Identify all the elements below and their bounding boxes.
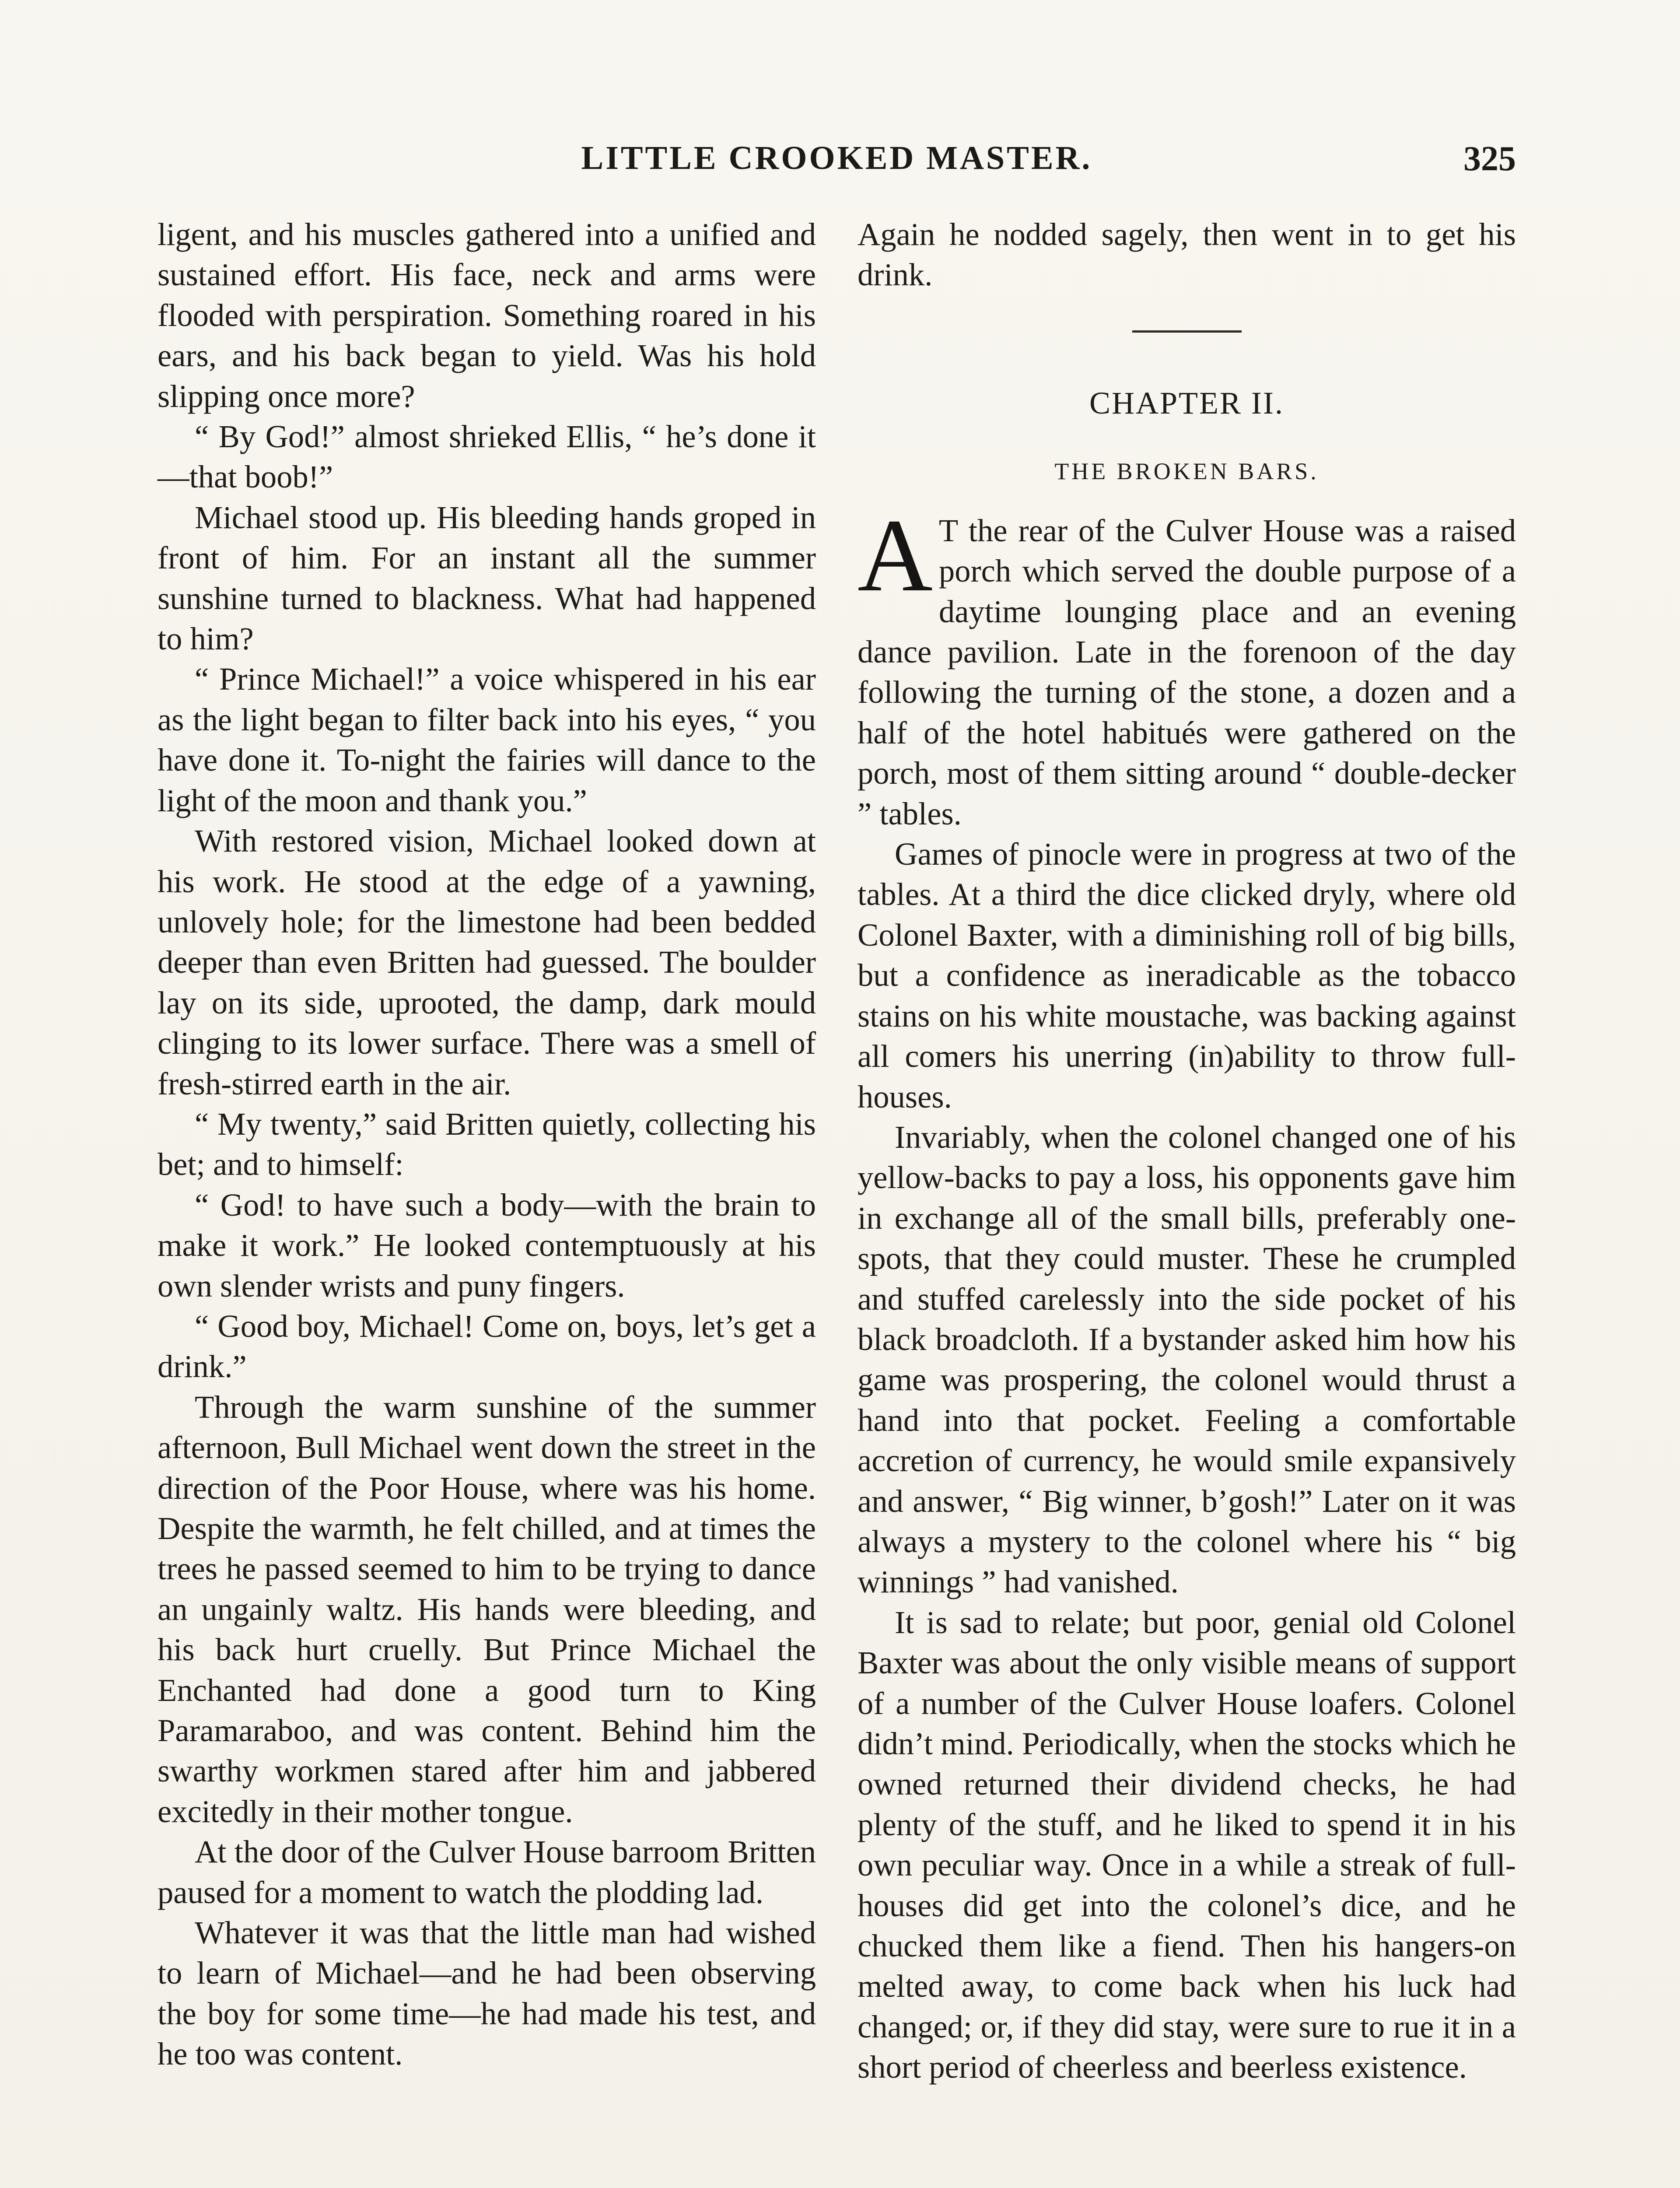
paragraph: ligent, and his muscles gathered into a unified and sustained effort. His face, neck and arms were flooded with perspiration. Something roared in his ears, and his back began to yield. Was his hold slipping once more? (158, 217, 816, 414)
paragraph-text: T the rear of the Culver House was a raised porch which served the double purpose of a daytime lounging place and an evening dance pavilion. Late in the forenoon of the day following the turning of the stone, a dozen and a half of the hotel habitués were gathered on the porch, most of them sitting around “ double-decker ” tables. (858, 512, 1516, 831)
paragraph: Invariably, when the colonel changed one of his yellow-backs to pay a loss, his opponents gave him in exchange all of the small bills, preferably one-spots, that they could muster. These he crumpled and stuffed carelessly into the side pocket of his black broadcloth. If a bystander asked him how his game was prospering, the colonel would thrust a hand into that pocket. Feeling a comfortable accretion of currency, he would smile expansively and answer, “ Big winner, b’gosh!” Later on it was always a mystery to the colonel where his “ big winnings ” had vanished. (858, 1119, 1516, 1600)
paragraph: “ Prince Michael!” a voice whispered in his ear as the light began to filter back into his eyes, “ you have done it. To-night the fairies will dance to the light of the moon and thank you.” (158, 661, 816, 818)
paragraph: Michael stood up. His bleeding hands groped in front of him. For an instant all the summer sunshine turned to blackness. What had happened to him? (158, 499, 816, 657)
paragraph: Again he nodded sagely, then went in to get his drink. (858, 217, 1516, 293)
paragraph: Through the warm sunshine of the summer afternoon, Bull Michael went down the street in the direction of the Poor House, where was his home. Despite the warmth, he felt chilled, and at times the trees he passed seemed to him to be trying to dance an ungainly waltz. His hands were bleeding, and his back hurt cruelly. But Prince Michael the Enchanted had done a good turn to King Paramaraboo, and was content. Behind him the swarthy workmen stared after him and jabbered excitedly in their mother tongue. (158, 1389, 816, 1829)
paragraph: At the door of the Culver House barroom Britten paused for a moment to watch the plodding lad. (158, 1834, 816, 1910)
chapter-title: CHAPTER II. (1089, 385, 1284, 421)
chapter-opening-paragraph (858, 498, 1516, 834)
paragraph: Games of pinocle were in progress at two of the tables. At a third the dice clicked dryly, where old Colonel Baxter, with a diminishing roll of big bills, but a confidence as ineradicable as the tobacco stains on his white moustache, was backing against all comers his unerring (in)ability to throw full-houses. (858, 836, 1516, 1115)
paragraph: It is sad to relate; but poor, genial old Colonel Baxter was about the only visible means of support of a number of the Culver House loafers. Colonel didn’t mind. Periodically, when the stocks which he owned returned their dividend checks, he had plenty of the stuff, and he liked to spend it in his own peculiar way. Once in a while a streak of full-houses did get into the colonel’s dice, and he chucked them like a fiend. Then his hangers-on melted away, to come back when his luck had changed; or, if they did stay, were sure to rue it in a short period of cheerless and beerless existence. (858, 1604, 1516, 2085)
paragraph: Whatever it was that the little man had wished to learn of Michael—and he had been observing the boy for some time—he had made his test, and he too was content. (158, 1915, 816, 2072)
paragraph: “ My twenty,” said Britten quietly, collecting his bet; and to himself: (158, 1106, 816, 1182)
right-column (858, 214, 1516, 2088)
paragraph: “ By God!” almost shrieked Ellis, “ he’s done it—that boob!” (158, 419, 816, 495)
section-divider (1132, 330, 1242, 333)
paragraph: “ God! to have such a body—with the brain to make it work.” He looked contemptuously at his own slender wrists and puny fingers. (158, 1187, 816, 1304)
paragraph: “ Good boy, Michael! Come on, boys, let’s get a drink.” (158, 1308, 816, 1385)
page-number: 325 (1463, 140, 1516, 178)
drop-cap: A (858, 498, 933, 613)
left-column (158, 214, 816, 2075)
running-title: LITTLE CROOKED MASTER. (581, 140, 1092, 176)
chapter-subtitle: THE BROKEN BARS. (1054, 458, 1319, 484)
paragraph: With restored vision, Michael looked down at his work. He stood at the edge of a yawning, unlovely hole; for the limestone had been bedded deeper than even Britten had guessed. The boulder lay on its side, uprooted, the damp, dark mould clinging to its lower surface. There was a smell of fresh-stirred earth in the air. (158, 823, 816, 1101)
running-head (158, 139, 1516, 183)
